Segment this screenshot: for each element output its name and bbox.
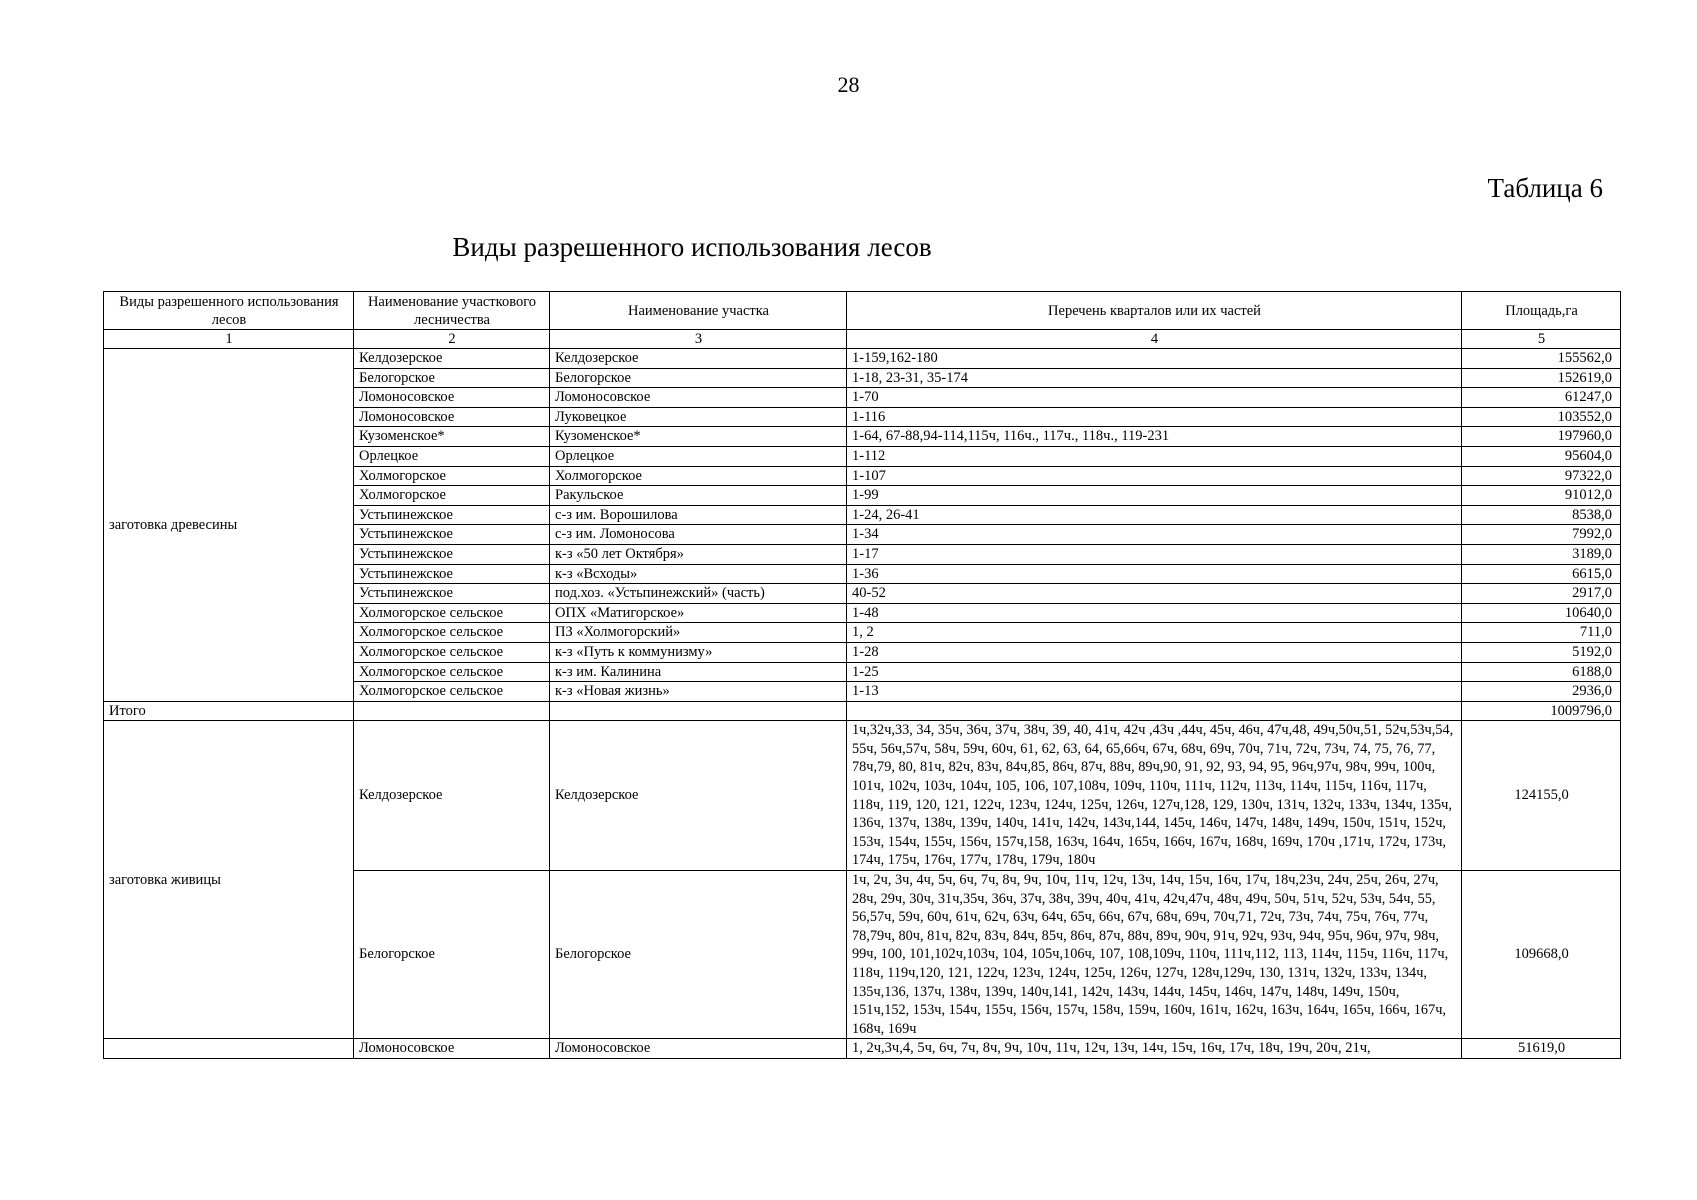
forestry-cell: Ломоносовское (354, 1039, 550, 1059)
quarters-cell: 1-28 (847, 642, 1462, 662)
site-cell: к-з им. Калинина (550, 662, 847, 682)
site-cell: к-з «Новая жизнь» (550, 682, 847, 702)
forestry-cell: Устьпинежское (354, 525, 550, 545)
quarters-cell: 1-112 (847, 446, 1462, 466)
forestry-cell: Кузоменское* (354, 427, 550, 447)
page-number: 28 (837, 72, 860, 97)
forestry-cell: Белогорское (354, 871, 550, 1039)
table-row (104, 349, 1621, 369)
site-cell: Келдозерское (550, 721, 847, 871)
area-cell: 711,0 (1462, 623, 1621, 643)
use-type-cell: заготовка древесины (104, 349, 354, 702)
header-cell: Перечень кварталов или их частей (847, 292, 1462, 330)
site-cell: под.хоз. «Устьпинежский» (часть) (550, 584, 847, 604)
column-number: 2 (354, 330, 550, 349)
quarters-cell: 1-64, 67-88,94-114,115ч, 116ч., 117ч., 118ч., 119-231 (847, 427, 1462, 447)
forestry-cell: Устьпинежское (354, 564, 550, 584)
forestry-cell: Холмогорское (354, 466, 550, 486)
header-cell: Площадь,га (1462, 292, 1621, 330)
forestry-cell: Холмогорское (354, 486, 550, 506)
area-cell: 2936,0 (1462, 682, 1621, 702)
forestry-cell: Холмогорское сельское (354, 662, 550, 682)
header-cell: Наименование участкового лесничества (354, 292, 550, 330)
site-cell: с-з им. Ворошилова (550, 505, 847, 525)
quarters-cell: 1, 2ч,3ч,4, 5ч, 6ч, 7ч, 8ч, 9ч, 10ч, 11ч, 12ч, 13ч, 14ч, 15ч, 16ч, 17ч, 18ч, 19ч, 20ч, 21ч, (847, 1039, 1462, 1059)
quarters-cell: 1-17 (847, 544, 1462, 564)
area-cell: 6188,0 (1462, 662, 1621, 682)
quarters-cell: 1ч,32ч,33, 34, 35ч, 36ч, 37ч, 38ч, 39, 40, 41ч, 42ч ,43ч ,44ч, 45ч, 46ч, 47ч,48, 49ч,50ч,51, 52ч,53ч,54, 55ч, 56ч,57ч, 58ч, 59ч, 60ч, 61, 62, 63, 64, 65,66ч, 67ч, 68ч, 69ч, 70ч, 71ч, 72ч, 73ч, 74, 75, 76, 77, 78ч,79, 80, 81ч, 82ч, 83ч, 84ч,85, 86ч, 87ч, 88ч, 89ч,90, 91, 92, 93, 94, 95, 96ч,97ч, 98ч, 99ч, 100ч, 101ч, 102ч, 103ч, 104ч, 105, 106, 107,108ч, 109ч, 110ч, 111ч, 112ч, 113ч, 114ч, 115ч, 116ч, 117ч, 118ч, 119, 120, 121, 122ч, 123ч, 124ч, 125ч, 126ч, 127ч,128, 129, 130ч, 131ч, 132ч, 133ч, 134ч, 135ч, 136ч, 137ч, 138ч, 139ч, 140ч, 141ч, 142ч, 143ч,144, 145ч, 146ч, 147ч, 148ч, 149ч, 150ч, 151ч, 152ч, 153ч, 154ч, 155ч, 156ч, 157ч,158, 163ч, 164ч, 165ч, 166ч, 167ч, 168ч, 169ч, 170ч ,171ч, 172ч, 173ч, 174ч, 175ч, 176ч, 177ч, 178ч, 179ч, 180ч (847, 721, 1462, 871)
forestry-cell: Ломоносовское (354, 407, 550, 427)
column-number: 3 (550, 330, 847, 349)
site-cell: Луковецкое (550, 407, 847, 427)
total-area: 1009796,0 (1462, 701, 1621, 721)
quarters-cell: 1-24, 26-41 (847, 505, 1462, 525)
use-type-cell: заготовка живицы (104, 721, 354, 1039)
site-cell: Кузоменское* (550, 427, 847, 447)
area-cell: 3189,0 (1462, 544, 1621, 564)
area-cell: 61247,0 (1462, 388, 1621, 408)
table-label: Таблица 6 (1487, 173, 1603, 203)
area-cell: 197960,0 (1462, 427, 1621, 447)
area-cell: 7992,0 (1462, 525, 1621, 545)
empty-cell (104, 1039, 354, 1059)
site-cell: Холмогорское (550, 466, 847, 486)
site-cell: Белогорское (550, 871, 847, 1039)
total-label: Итого (104, 701, 354, 721)
quarters-cell: 1-13 (847, 682, 1462, 702)
quarters-cell: 1-99 (847, 486, 1462, 506)
forestry-cell: Устьпинежское (354, 505, 550, 525)
area-cell: 103552,0 (1462, 407, 1621, 427)
quarters-cell: 1-159,162-180 (847, 349, 1462, 369)
area-cell: 109668,0 (1462, 871, 1621, 1039)
forestry-cell: Холмогорское сельское (354, 623, 550, 643)
site-cell: Ракульское (550, 486, 847, 506)
forestry-cell: Келдозерское (354, 721, 550, 871)
area-cell: 2917,0 (1462, 584, 1621, 604)
area-cell: 8538,0 (1462, 505, 1621, 525)
forestry-cell: Орлецкое (354, 446, 550, 466)
header-cell: Виды разрешенного использования лесов (104, 292, 354, 330)
site-cell: Келдозерское (550, 349, 847, 369)
area-cell: 91012,0 (1462, 486, 1621, 506)
area-cell: 95604,0 (1462, 446, 1621, 466)
quarters-cell: 40-52 (847, 584, 1462, 604)
column-number: 5 (1462, 330, 1621, 349)
column-number-row (104, 330, 1621, 349)
site-cell: ПЗ «Холмогорский» (550, 623, 847, 643)
site-cell: к-з «Всходы» (550, 564, 847, 584)
forest-use-table (103, 291, 1621, 1059)
header-cell: Наименование участка (550, 292, 847, 330)
area-cell: 51619,0 (1462, 1039, 1621, 1059)
quarters-cell: 1-70 (847, 388, 1462, 408)
area-cell: 97322,0 (1462, 466, 1621, 486)
site-cell: ОПХ «Матигорское» (550, 603, 847, 623)
site-cell: к-з «50 лет Октября» (550, 544, 847, 564)
site-cell: к-з «Путь к коммунизму» (550, 642, 847, 662)
site-cell: Белогорское (550, 368, 847, 388)
header-row (104, 292, 1621, 330)
site-cell: с-з им. Ломоносова (550, 525, 847, 545)
forestry-cell: Холмогорское сельское (354, 682, 550, 702)
empty-cell (847, 701, 1462, 721)
quarters-cell: 1-48 (847, 603, 1462, 623)
column-number: 4 (847, 330, 1462, 349)
area-cell: 6615,0 (1462, 564, 1621, 584)
area-cell: 124155,0 (1462, 721, 1621, 871)
table-row (104, 1039, 1621, 1059)
area-cell: 155562,0 (1462, 349, 1621, 369)
empty-cell (354, 701, 550, 721)
area-cell: 152619,0 (1462, 368, 1621, 388)
area-cell: 5192,0 (1462, 642, 1621, 662)
forestry-cell: Устьпинежское (354, 584, 550, 604)
empty-cell (550, 701, 847, 721)
quarters-cell: 1-18, 23-31, 35-174 (847, 368, 1462, 388)
forestry-cell: Келдозерское (354, 349, 550, 369)
document-title: Виды разрешенного использования лесов (452, 232, 932, 262)
site-cell: Орлецкое (550, 446, 847, 466)
forestry-cell: Холмогорское сельское (354, 642, 550, 662)
area-cell: 10640,0 (1462, 603, 1621, 623)
quarters-cell: 1-34 (847, 525, 1462, 545)
table-row (104, 721, 1621, 871)
quarters-cell: 1, 2 (847, 623, 1462, 643)
quarters-cell: 1ч, 2ч, 3ч, 4ч, 5ч, 6ч, 7ч, 8ч, 9ч, 10ч, 11ч, 12ч, 13ч, 14ч, 15ч, 16ч, 17ч, 18ч,23ч, 24ч, 25ч, 26ч, 27ч, 28ч, 29ч, 30ч, 31ч,35ч, 36ч, 37ч, 38ч, 39ч, 40ч, 41ч, 42ч,47ч, 48ч, 49ч, 50ч, 51ч, 52ч, 53ч, 54ч, 55, 56,57ч, 59ч, 60ч, 61ч, 62ч, 63ч, 64ч, 65ч, 66ч, 67ч, 68ч, 69ч, 70ч,71, 72ч, 73ч, 74ч, 75ч, 76ч, 77ч, 78,79ч, 80ч, 81ч, 82ч, 83ч, 84ч, 85ч, 86ч, 87ч, 88ч, 89ч, 90ч, 91ч, 92ч, 93ч, 94ч, 95ч, 96ч, 97ч, 98ч, 99ч, 100, 101,102ч,103ч, 104, 105ч,106ч, 107, 108,109ч, 110ч, 111ч,112, 113, 114ч, 115ч, 116ч, 117ч, 118ч, 119ч,120, 121, 122ч, 123ч, 124ч, 125ч, 126ч, 127ч, 128ч,129ч, 130, 131ч, 132ч, 133ч, 134ч, 135ч,136, 137ч, 138ч, 139ч, 140ч,141, 142ч, 143ч, 144ч, 145ч, 146ч, 147ч, 148ч, 149ч, 150ч, 151ч,152, 153ч, 154ч, 155ч, 156ч, 157ч, 158ч, 159ч, 160ч, 161ч, 162ч, 163ч, 164ч, 165ч, 166ч, 167ч, 168ч, 169ч (847, 871, 1462, 1039)
site-cell: Ломоносовское (550, 1039, 847, 1059)
total-row (104, 701, 1621, 721)
site-cell: Ломоносовское (550, 388, 847, 408)
forestry-cell: Белогорское (354, 368, 550, 388)
forestry-cell: Холмогорское сельское (354, 603, 550, 623)
quarters-cell: 1-116 (847, 407, 1462, 427)
column-number: 1 (104, 330, 354, 349)
quarters-cell: 1-25 (847, 662, 1462, 682)
quarters-cell: 1-36 (847, 564, 1462, 584)
forestry-cell: Устьпинежское (354, 544, 550, 564)
quarters-cell: 1-107 (847, 466, 1462, 486)
forestry-cell: Ломоносовское (354, 388, 550, 408)
